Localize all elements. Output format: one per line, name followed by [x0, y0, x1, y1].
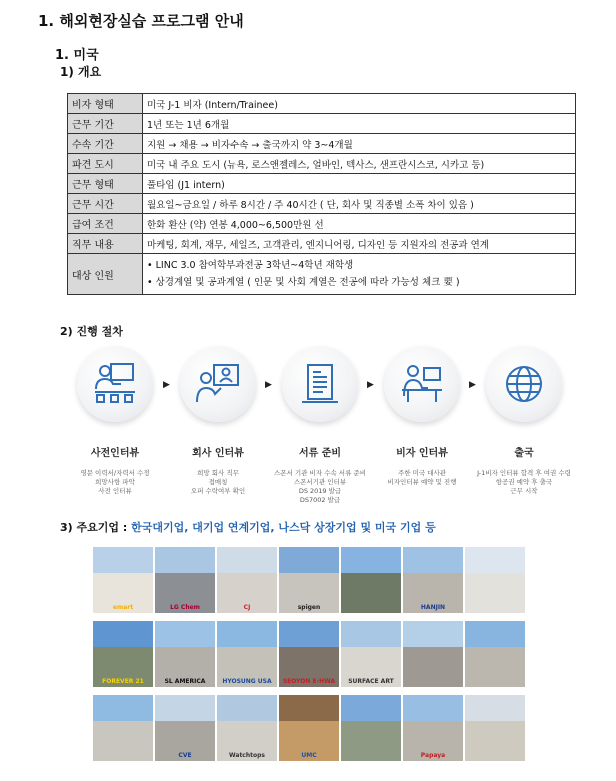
company-logo: Watchtops	[228, 752, 265, 759]
step-description: 스폰서 기관 비자 수속 서류 준비 스폰서기관 인터뷰 DS 2019 발급 DS7002 발급	[274, 469, 366, 504]
process-step	[265, 346, 375, 505]
company-photo	[93, 547, 153, 613]
step-title: 비자 인터뷰	[396, 448, 448, 459]
target-item: • LINC 3.0 참여학부과전공 3학년~4학년 재학생	[147, 260, 354, 271]
table-row	[68, 94, 576, 114]
table-row	[68, 174, 576, 194]
company-photo	[341, 695, 401, 761]
company-photo	[217, 547, 277, 613]
company-photo	[403, 621, 463, 687]
step-title: 회사 인터뷰	[192, 448, 244, 459]
company-photo	[279, 547, 339, 613]
company-logo: spigen	[297, 604, 321, 611]
row-value: 미국 J-1 비자 (Intern/Trainee)	[143, 94, 576, 114]
company-photo	[403, 695, 463, 761]
table-row	[68, 254, 576, 295]
video-call-icon	[180, 346, 256, 422]
table-row	[68, 214, 576, 234]
company-logo: CJ	[243, 604, 251, 611]
program-info-table	[67, 93, 576, 295]
company-photo	[155, 621, 215, 687]
company-photo-grid	[93, 547, 528, 772]
row-value: 지원 → 채용 → 비자수속 → 출국까지 약 3~4개월	[143, 134, 576, 154]
row-label: 근무 시간	[68, 194, 143, 214]
company-logo: LG Chem	[170, 604, 200, 611]
document-icon	[282, 346, 358, 422]
table-row	[68, 134, 576, 154]
step-title: 출국	[514, 448, 534, 459]
row-value: 마케팅, 회계, 재무, 세일즈, 고객관리, 엔지니어링, 디자인 등 지원자의 전공과 연계	[143, 234, 576, 254]
arrow-right-icon: ▶	[163, 380, 170, 390]
arrow-right-icon: ▶	[265, 380, 272, 390]
interview-desk-icon	[77, 346, 153, 422]
process-step	[367, 346, 477, 487]
table-row	[68, 194, 576, 214]
companies-label: 3) 주요기업 :	[60, 521, 132, 534]
company-photo	[465, 547, 525, 613]
row-label: 비자 형태	[68, 94, 143, 114]
process-step	[60, 346, 170, 496]
row-value: 1년 또는 1년 6개월	[143, 114, 576, 134]
company-photo	[279, 621, 339, 687]
company-photo	[341, 547, 401, 613]
step-description: 영문 이력서/자력서 수정 희망사항 파악 사전 인터뷰	[80, 469, 150, 495]
company-photo	[341, 621, 401, 687]
process-step	[163, 346, 273, 496]
table-row	[68, 234, 576, 254]
overview-heading: 1) 개요	[60, 65, 102, 79]
country-heading: 1. 미국	[55, 48, 99, 63]
company-logo: emart	[112, 604, 134, 611]
company-photo	[93, 695, 153, 761]
process-steps	[60, 346, 580, 506]
company-logo: UMC	[301, 752, 317, 759]
step-title: 서류 준비	[298, 448, 342, 459]
row-value: 월요일~금요일 / 하루 8시간 / 주 40시간 ( 단, 회사 및 직종별 소폭 차이 있음 )	[143, 194, 576, 214]
step-description: J-1비자 인터뷰 합격 후 여권 수령 항공권 예약 후 출국 근무 시작	[477, 469, 571, 495]
globe-icon	[486, 346, 562, 422]
company-logo: CVE	[178, 752, 192, 759]
company-logo: Papaya	[420, 752, 446, 759]
row-label: 대상 인원	[68, 254, 143, 295]
company-photo	[155, 695, 215, 761]
step-description: 주한 미국 대사관 비자인터뷰 예약 및 진행	[387, 469, 457, 486]
arrow-right-icon: ▶	[469, 380, 476, 390]
row-value: 한화 환산 (약) 연봉 4,000~6,500만원 선	[143, 214, 576, 234]
table-row	[68, 154, 576, 174]
company-logo: SEOYON E-HWA	[282, 678, 336, 685]
row-label: 수속 기간	[68, 134, 143, 154]
company-logo: HYOSUNG USA	[222, 678, 272, 685]
page-heading: 1. 해외현장실습 프로그램 안내	[38, 12, 244, 30]
row-label: 파견 도시	[68, 154, 143, 174]
arrow-right-icon: ▶	[367, 380, 374, 390]
table-row	[68, 114, 576, 134]
company-logo: FOREVER 21	[102, 678, 144, 685]
row-value: 풀타임 (J1 intern)	[143, 174, 576, 194]
company-photo	[403, 547, 463, 613]
row-value: 미국 내 주요 도시 (뉴욕, 로스앤젤레스, 얼바인, 텍사스, 샌프란시스코, 시카고 등)	[143, 154, 576, 174]
row-label: 근무 기간	[68, 114, 143, 134]
company-photo	[217, 695, 277, 761]
company-photo	[93, 621, 153, 687]
step-description: 희망 회사 직무 접매칭 오퍼 수락여부 확인	[190, 469, 246, 495]
company-photo	[155, 547, 215, 613]
process-step	[469, 346, 579, 496]
company-photo	[465, 695, 525, 761]
row-label: 급여 조건	[68, 214, 143, 234]
company-logo: HANJIN	[420, 604, 446, 611]
companies-heading	[60, 519, 436, 535]
row-value	[143, 254, 576, 295]
desk-worker-icon	[384, 346, 460, 422]
company-photo	[465, 621, 525, 687]
target-item: • 상경계열 및 공과계열 ( 인문 및 사회 계열은 전공에 따라 가능성 체크 要 )	[147, 277, 460, 288]
company-logo: SURFACE ART	[348, 678, 394, 685]
companies-highlight: 한국대기업, 대기업 연계기업, 나스닥 상장기업 및 미국 기업 등	[131, 521, 436, 534]
process-heading: 2) 진행 절차	[60, 325, 123, 338]
company-photo	[279, 695, 339, 761]
row-label: 근무 형태	[68, 174, 143, 194]
step-title: 사전인터뷰	[90, 448, 140, 459]
company-photo	[217, 621, 277, 687]
company-logo: SL AMERICA	[164, 678, 206, 685]
row-label: 직무 내용	[68, 234, 143, 254]
